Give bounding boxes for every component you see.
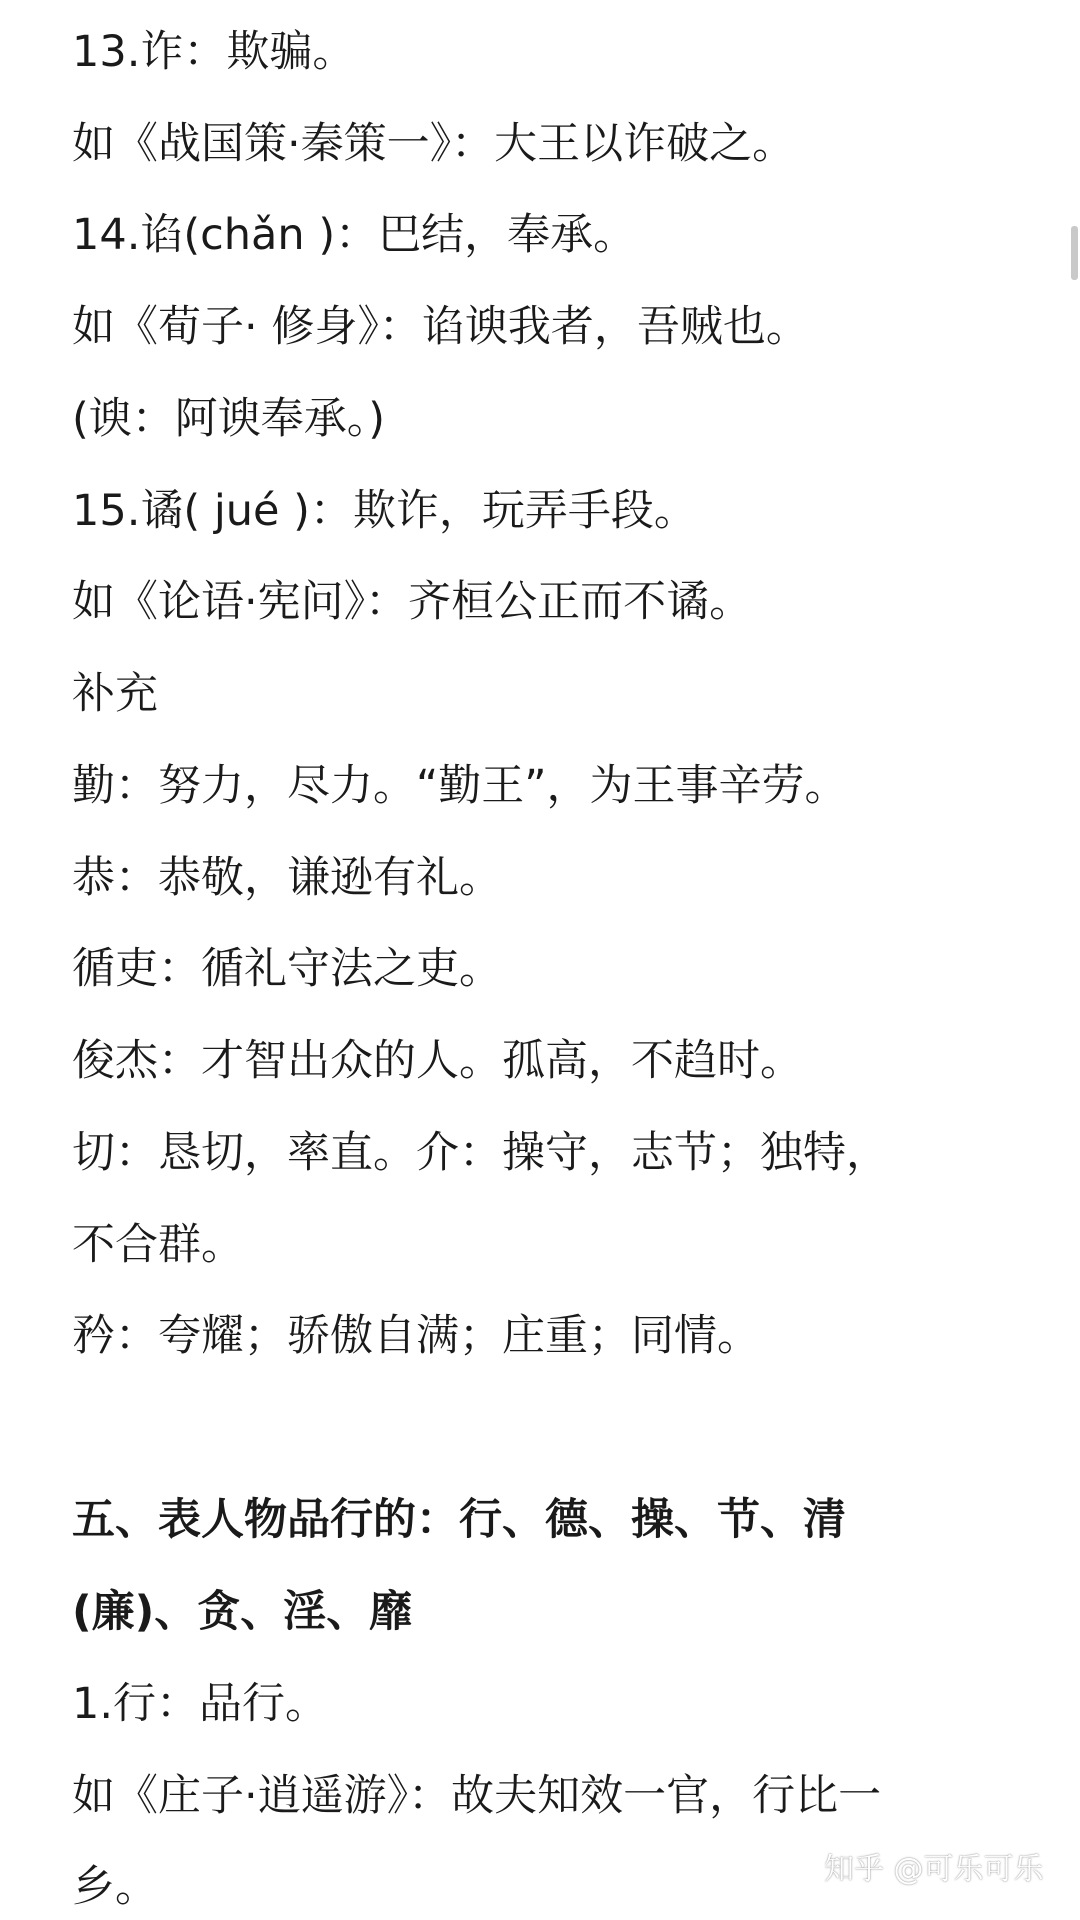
text-line: 15.谲( jué )：欺诈，玩弄手段。	[72, 486, 697, 536]
text-line: (谀：阿谀奉承。)	[72, 394, 386, 444]
zhihu-watermark: 知乎 @可乐可乐	[824, 1852, 1044, 1887]
text-line: 1.行：品行。	[72, 1679, 329, 1729]
text-line: 矜：夸耀；骄傲自满；庄重；同情。	[72, 1311, 760, 1361]
text-line: 如《战国策·秦策一》：大王以诈破之。	[72, 119, 796, 169]
text-line: 如《荀子· 修身》：谄谀我者，吾贼也。	[72, 302, 809, 352]
section-heading: (廉)、贪、淫、靡	[72, 1587, 413, 1637]
scrollbar[interactable]	[1071, 226, 1078, 280]
text-line: 如《论语·宪问》：齐桓公正而不谲。	[72, 577, 753, 627]
text-line: 不合群。	[72, 1220, 244, 1270]
text-line: 循吏：循礼守法之吏。	[72, 944, 502, 994]
text-line: 13.诈：欺骗。	[72, 27, 356, 77]
text-line: 补充	[72, 669, 158, 719]
text-line: 14.谄(chǎn )：巴结，奉承。	[72, 210, 637, 260]
text-line: 切：恳切，率直。介：操守，志节；独特，	[72, 1128, 889, 1178]
text-line: 乡。	[72, 1862, 158, 1912]
text-line: 勤：努力，尽力。“勤王”，为王事辛劳。	[72, 761, 848, 811]
section-heading: 五、表人物品行的：行、德、操、节、清	[72, 1495, 846, 1545]
text-line: 俊杰：才智出众的人。孤高，不趋时。	[72, 1036, 803, 1086]
text-line: 如《庄子·逍遥游》：故夫知效一官，行比一	[72, 1771, 882, 1821]
text-line: 恭：恭敬，谦逊有礼。	[72, 853, 502, 903]
